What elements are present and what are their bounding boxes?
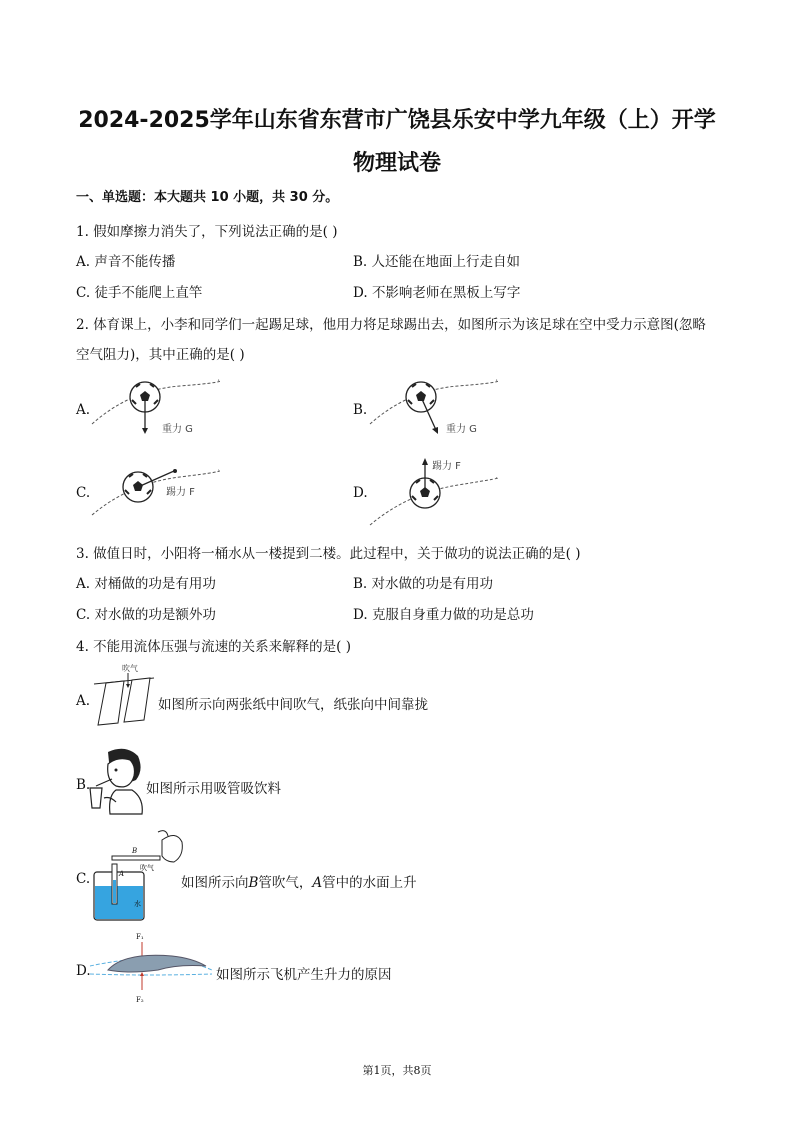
question-2-stem-line1: 2. 体育课上，小李和同学们一起踢足球，他用力将足球踢出去，如图所示为该足球在空中受力示意图(忽略 bbox=[76, 317, 706, 333]
blow-label: 吹气 bbox=[140, 864, 154, 872]
q2-figure-c bbox=[90, 455, 220, 525]
page-footer: 第1页，共8页 bbox=[362, 1064, 432, 1077]
q3-option-c bbox=[76, 603, 216, 623]
option-text: 人还能在地面上行走自如 bbox=[371, 254, 521, 270]
trajectory-curve bbox=[92, 470, 220, 515]
tube-a-label: A bbox=[119, 870, 125, 878]
option-text: 对桶做的功是有用功 bbox=[94, 576, 216, 592]
force-label: 踢力 F bbox=[166, 487, 195, 498]
paper-sheet-left bbox=[98, 681, 124, 725]
q1-option-a bbox=[76, 250, 175, 270]
q4-option-d-text: 如图所示飞机产生升力的原因 bbox=[216, 967, 392, 983]
tube-b-label: B bbox=[132, 847, 138, 855]
f1-label: F₁ bbox=[136, 933, 144, 941]
option-label: B. bbox=[353, 254, 368, 270]
q4-option-c-label: C. bbox=[76, 871, 91, 887]
option-label: C. bbox=[76, 607, 91, 623]
option-label: A. bbox=[76, 576, 91, 592]
q4-option-a-text: 如图所示向两张纸中间吹气，纸张向中间靠拢 bbox=[158, 697, 428, 713]
q1-option-c bbox=[76, 281, 202, 301]
q4-figure-a-paper bbox=[90, 662, 156, 734]
water-label: 水 bbox=[134, 900, 141, 908]
q3-option-b bbox=[353, 572, 493, 592]
q2-option-b-label: B. bbox=[353, 402, 368, 418]
f2-label: F₂ bbox=[136, 996, 144, 1004]
option-label: D. bbox=[353, 285, 368, 301]
option-text: 徒手不能爬上直竿 bbox=[94, 285, 203, 301]
option-text: 声音不能传播 bbox=[94, 254, 176, 270]
face bbox=[108, 759, 135, 787]
q2-option-a-label: A. bbox=[76, 402, 91, 418]
straw bbox=[96, 779, 112, 786]
q1-option-b bbox=[353, 250, 520, 270]
q1-option-d bbox=[353, 281, 520, 301]
q4-figure-c-beaker bbox=[88, 826, 188, 926]
force-label: 踢力 F bbox=[432, 461, 461, 472]
q2-option-c-label: C. bbox=[76, 485, 91, 501]
option-label: D. bbox=[353, 607, 368, 623]
q2-figure-b bbox=[368, 372, 498, 442]
q3-option-a bbox=[76, 572, 216, 592]
airfoil-shape bbox=[108, 955, 206, 972]
text-segment: 管吹气， bbox=[258, 875, 313, 891]
text-segment: 管中的水面上升 bbox=[322, 875, 417, 891]
section-heading: 一、单选题：本大题共 10 小题，共 30 分。 bbox=[76, 190, 339, 205]
question-4-stem: 4. 不能用流体压强与流速的关系来解释的是( ) bbox=[76, 639, 351, 655]
q2-figure-a bbox=[90, 372, 220, 442]
text-segment: 如图所示向 bbox=[181, 875, 249, 891]
option-text: 对水做的功是有用功 bbox=[371, 576, 494, 592]
q4-option-c-text bbox=[181, 871, 417, 891]
q2-figure-d bbox=[368, 453, 498, 529]
q4-option-d-label: D. bbox=[76, 963, 91, 979]
page-title: 2024-2025学年山东省东营市广饶县乐安中学九年级（上）开学 bbox=[78, 108, 716, 133]
q4-option-b-text: 如图所示用吸管吸饮料 bbox=[146, 781, 281, 797]
question-2-stem-line2: 空气阻力)，其中正确的是( ) bbox=[76, 347, 245, 363]
page-subtitle: 物理试卷 bbox=[352, 151, 441, 176]
force-label: 重力 G bbox=[162, 424, 193, 435]
question-1-stem: 1. 假如摩擦力消失了，下列说法正确的是( ) bbox=[76, 224, 338, 240]
option-text: 不影响老师在黑板上写字 bbox=[371, 285, 521, 301]
cup-icon bbox=[90, 788, 102, 808]
q3-option-d bbox=[353, 603, 534, 623]
question-3-stem: 3. 做值日时，小阳将一桶水从一楼提到二楼。此过程中，关于做功的说法正确的是( ) bbox=[76, 546, 581, 562]
variable-b: B bbox=[248, 875, 259, 891]
force-label: 重力 G bbox=[446, 424, 477, 435]
blow-label: 吹气 bbox=[122, 664, 138, 673]
option-label: C. bbox=[76, 285, 91, 301]
option-label: A. bbox=[76, 254, 91, 270]
q4-option-b-label: B. bbox=[76, 777, 91, 793]
q4-option-a-label: A. bbox=[76, 693, 91, 709]
airflow-bottom bbox=[90, 974, 212, 975]
tube-b bbox=[112, 856, 160, 860]
face-profile-icon bbox=[162, 835, 182, 862]
option-text: 克服自身重力做的功是总功 bbox=[371, 607, 534, 623]
option-text: 对水做的功是额外功 bbox=[94, 607, 216, 623]
variable-a: A bbox=[312, 875, 323, 891]
body bbox=[110, 790, 143, 814]
option-label: B. bbox=[353, 576, 368, 592]
q4-figure-d-wing bbox=[88, 930, 214, 1010]
q4-figure-b-straw bbox=[86, 746, 146, 816]
q2-option-d-label: D. bbox=[353, 485, 368, 501]
